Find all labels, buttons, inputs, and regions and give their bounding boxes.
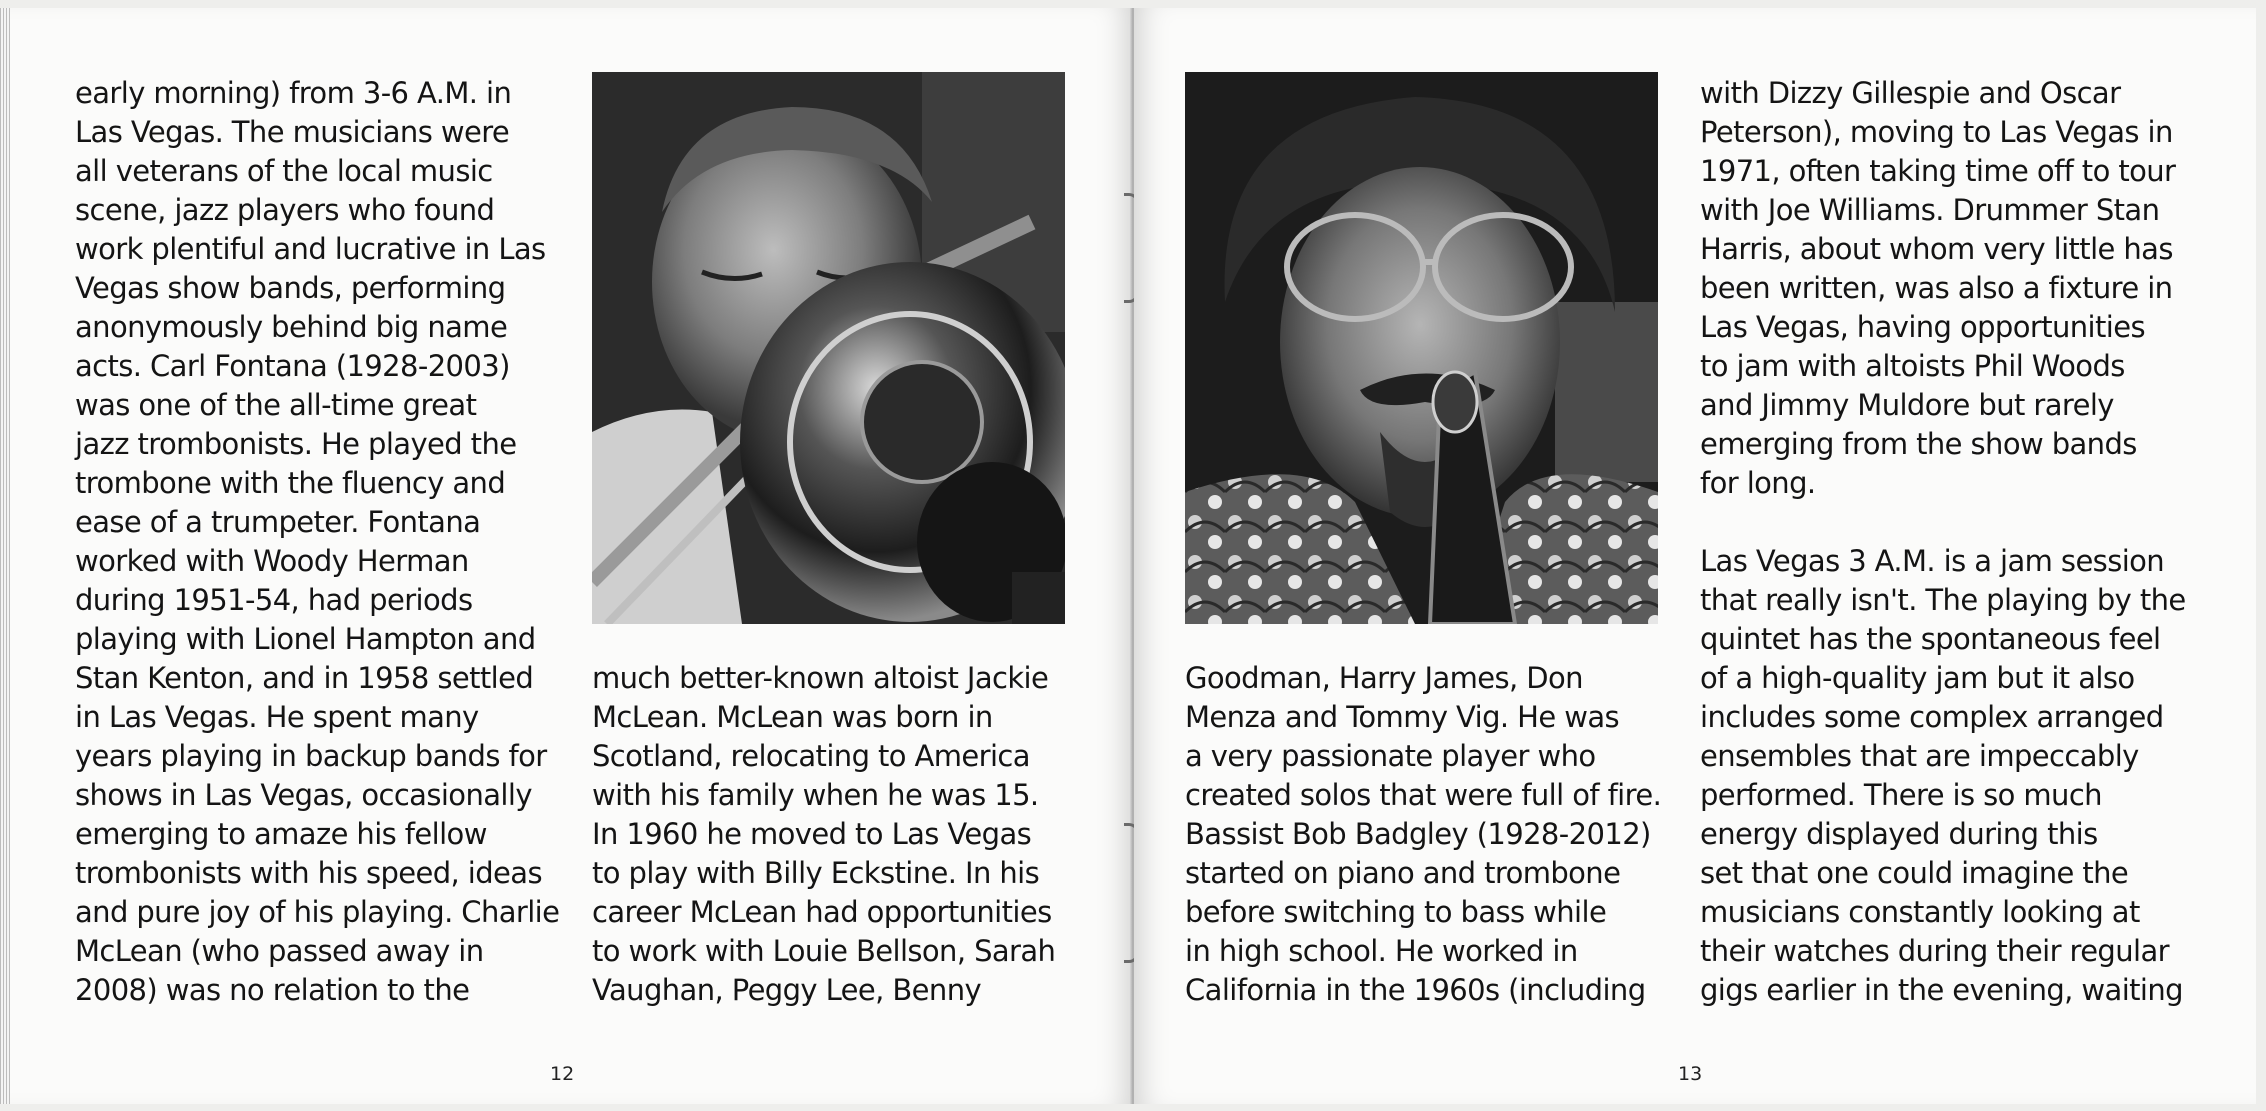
trombonist-photo-image [592, 72, 1065, 624]
text-line: Menza and Tommy Vig. He was [1185, 700, 1620, 734]
text-line: created solos that were full of fire. [1185, 778, 1662, 812]
text-line: Peterson), moving to Las Vegas in [1700, 115, 2173, 149]
text-line: a very passionate player who [1185, 739, 1596, 773]
text-line: emerging to amaze his fellow [75, 817, 487, 851]
text-line: before switching to bass while [1185, 895, 1607, 929]
text-line: early morning) from 3-6 A.M. in [75, 76, 512, 110]
text-line: performed. There is so much [1700, 778, 2102, 812]
text-line: scene, jazz players who found [75, 193, 495, 227]
text-line: includes some complex arranged [1700, 700, 2164, 734]
text-line: quintet has the spontaneous feel [1700, 622, 2161, 656]
text-line: In 1960 he moved to Las Vegas [592, 817, 1032, 851]
text-line: Scotland, relocating to America [592, 739, 1030, 773]
text-line: was one of the all-time great [75, 388, 477, 422]
trombonist-photo [592, 72, 1065, 624]
text-line: musicians constantly looking at [1700, 895, 2140, 929]
text-line: with Dizzy Gillespie and Oscar [1700, 76, 2121, 110]
saxophonist-photo [1185, 72, 1658, 624]
text-line: gigs earlier in the evening, waiting [1700, 973, 2183, 1007]
text-line: with his family when he was 15. [592, 778, 1039, 812]
saxophonist-photo-image [1185, 72, 1658, 624]
text-line: their watches during their regular [1700, 934, 2169, 968]
text-line: Las Vegas, having opportunities [1700, 310, 2145, 344]
text-line: that really isn't. The playing by the [1700, 583, 2186, 617]
text-line: 2008) was no relation to the [75, 973, 470, 1007]
text-line: anonymously behind big name [75, 310, 508, 344]
right-page-column-2 [1700, 74, 2186, 1010]
text-line: set that one could imagine the [1700, 856, 2129, 890]
text-line: been written, was also a fixture in [1700, 271, 2173, 305]
text-line: Goodman, Harry James, Don [1185, 661, 1583, 695]
text-line: worked with Woody Herman [75, 544, 469, 578]
text-line: 1971, often taking time off to tour [1700, 154, 2176, 188]
text-line: McLean (who passed away in [75, 934, 484, 968]
text-line: started on piano and trombone [1185, 856, 1621, 890]
text-line: in high school. He worked in [1185, 934, 1578, 968]
text-line: to work with Louie Bellson, Sarah [592, 934, 1056, 968]
text-line: California in the 1960s (including [1185, 973, 1646, 1007]
page-number-right: 13 [1678, 1063, 1703, 1085]
text-line: Las Vegas 3 A.M. is a jam session [1700, 544, 2165, 578]
text-line: with Joe Williams. Drummer Stan [1700, 193, 2160, 227]
text-line: to play with Billy Eckstine. In his [592, 856, 1040, 890]
text-line [1700, 503, 2186, 542]
text-line: McLean. McLean was born in [592, 700, 993, 734]
right-page-column-1 [1185, 659, 1661, 1010]
text-line: for long. [1700, 466, 1816, 500]
text-line: to jam with altoists Phil Woods [1700, 349, 2125, 383]
text-line: trombonists with his speed, ideas [75, 856, 542, 890]
text-line: shows in Las Vegas, occasionally [75, 778, 532, 812]
text-line: ease of a trumpeter. Fontana [75, 505, 481, 539]
text-line: emerging from the show bands [1700, 427, 2137, 461]
text-line: Vaughan, Peggy Lee, Benny [592, 973, 982, 1007]
text-line: during 1951-54, had periods [75, 583, 473, 617]
text-line: Las Vegas. The musicians were [75, 115, 510, 149]
text-line: work plentiful and lucrative in Las [75, 232, 546, 266]
text-line: in Las Vegas. He spent many [75, 700, 479, 734]
text-line: acts. Carl Fontana (1928-2003) [75, 349, 510, 383]
text-line: of a high-quality jam but it also [1700, 661, 2135, 695]
text-line: energy displayed during this [1700, 817, 2098, 851]
text-line: trombone with the fluency and [75, 466, 506, 500]
text-line: career McLean had opportunities [592, 895, 1052, 929]
text-line: and Jimmy Muldore but rarely [1700, 388, 2114, 422]
text-line: much better-known altoist Jackie [592, 661, 1049, 695]
text-line: Bassist Bob Badgley (1928-2012) [1185, 817, 1651, 851]
text-line: playing with Lionel Hampton and [75, 622, 536, 656]
page-number-left: 12 [550, 1063, 575, 1085]
text-line: all veterans of the local music [75, 154, 493, 188]
left-page-column-1 [75, 74, 559, 1010]
text-line: Vegas show bands, performing [75, 271, 506, 305]
text-line: jazz trombonists. He played the [75, 427, 517, 461]
text-line: years playing in backup bands for [75, 739, 547, 773]
left-page-column-2 [592, 659, 1055, 1010]
text-line: and pure joy of his playing. Charlie [75, 895, 560, 929]
text-line: Stan Kenton, and in 1958 settled [75, 661, 534, 695]
text-line: ensembles that are impeccably [1700, 739, 2139, 773]
text-line: Harris, about whom very little has [1700, 232, 2173, 266]
